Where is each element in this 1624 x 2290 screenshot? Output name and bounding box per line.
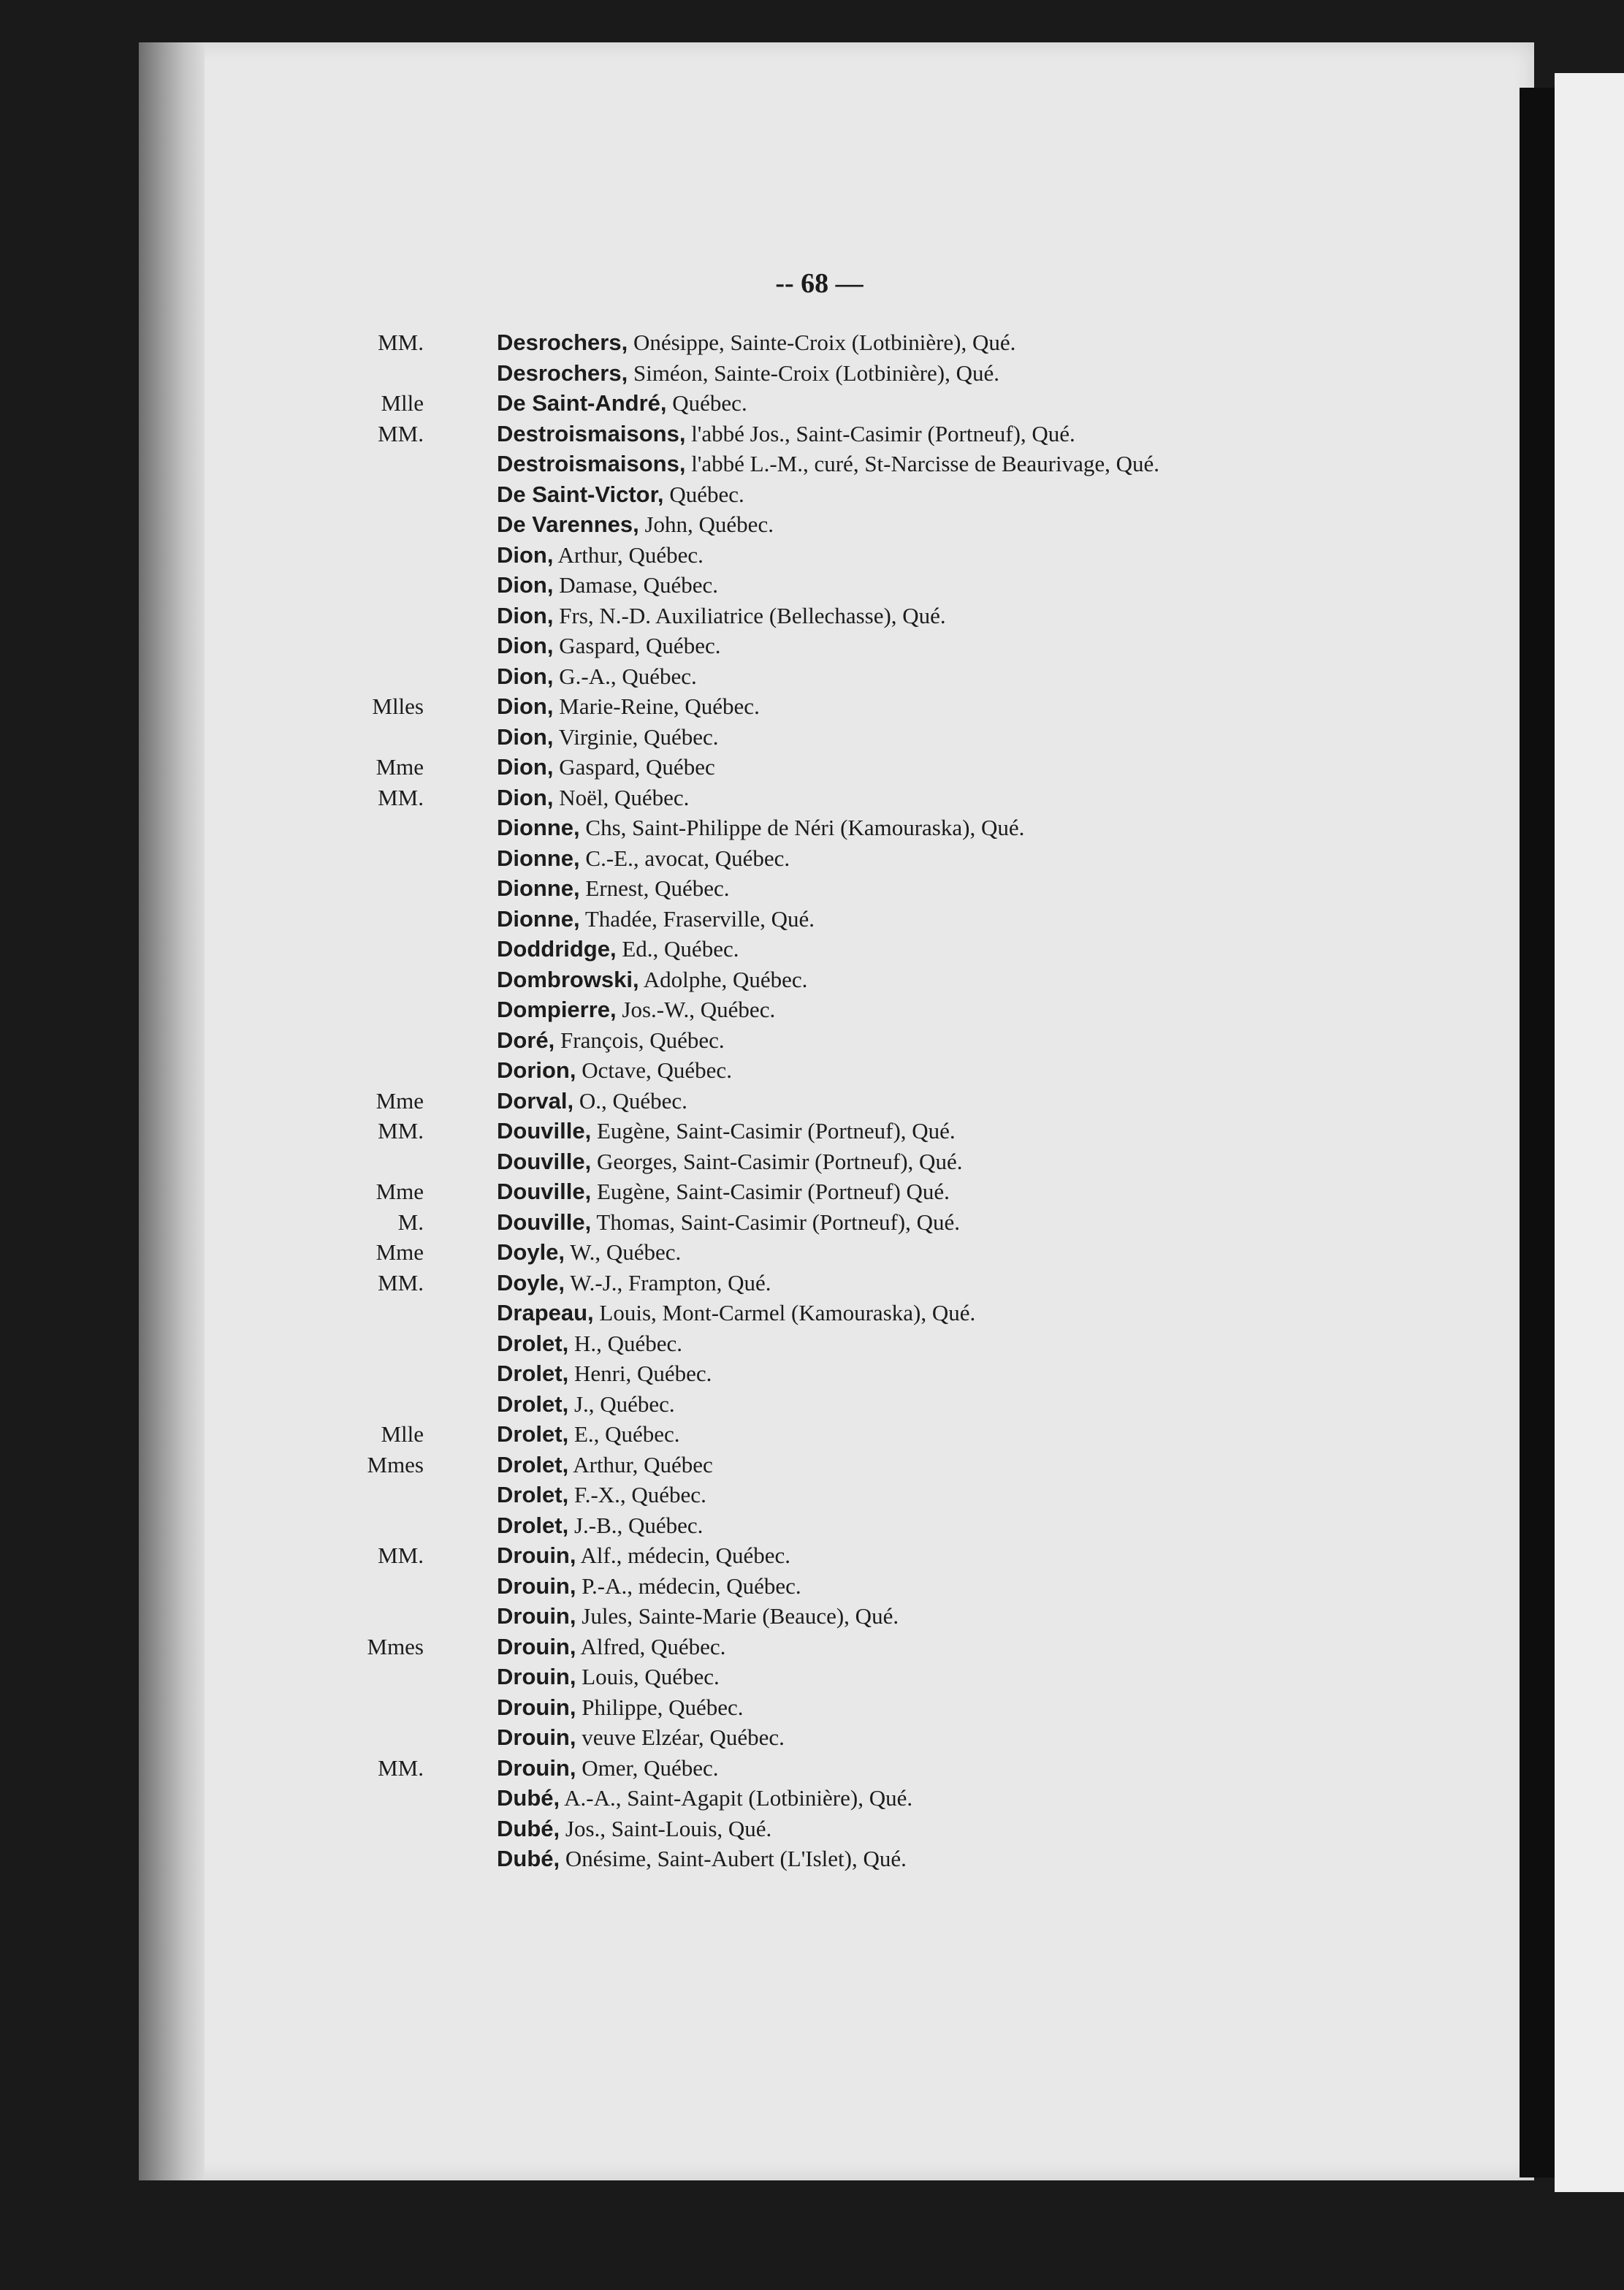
entry-text (497, 1298, 975, 1328)
directory-entry (394, 1207, 1534, 1238)
directory-entry (394, 965, 1534, 995)
directory-entry (394, 358, 1534, 389)
honorific-prefix: Mme (375, 1239, 424, 1265)
entry-surname: Dion, (497, 541, 554, 568)
directory-entry (394, 873, 1534, 904)
honorific-prefix: M. (397, 1209, 424, 1235)
entry-text (497, 1086, 687, 1117)
entry-surname: Dubé, (497, 1846, 560, 1871)
directory-entry (375, 1086, 1534, 1117)
entry-details: J.-B., Québec. (568, 1512, 704, 1538)
entry-surname: Drouin, (497, 1664, 576, 1689)
entry-details: Jules, Sainte-Marie (Beauce), Qué. (576, 1603, 899, 1629)
entry-text (497, 873, 730, 904)
entry-surname: Dionne, (497, 815, 580, 840)
directory-entry (378, 419, 1534, 449)
entry-details: Philippe, Québec. (576, 1694, 744, 1720)
directory-entry (394, 601, 1534, 631)
entry-surname: Doré, (497, 1027, 555, 1053)
directory-entry (381, 388, 1534, 419)
entry-surname: Dion, (497, 723, 554, 750)
honorific-prefix: Mlle (381, 1421, 424, 1447)
entry-surname: Dion, (497, 663, 554, 689)
entry-surname: Dion, (497, 754, 554, 780)
entry-surname: Douville, (497, 1179, 592, 1204)
directory-entry (394, 1358, 1534, 1389)
honorific-prefix: Mmes (367, 1451, 424, 1477)
entry-details: Onésippe, Sainte-Croix (Lotbinière), Qué. (628, 330, 1016, 355)
entry-details: l'abbé Jos., Saint-Casimir (Portneuf), Qué. (685, 420, 1075, 446)
honorific-prefix: Mlle (381, 390, 424, 416)
entry-details: H., Québec. (568, 1330, 682, 1356)
entry-surname: Douville, (497, 1209, 592, 1235)
entry-text (497, 449, 1159, 479)
entry-details: Adolphe, Québec. (638, 966, 808, 992)
entry-text (497, 691, 760, 722)
entry-details: Georges, Saint-Casimir (Portneuf), Qué. (591, 1148, 963, 1174)
entry-text (497, 1207, 960, 1238)
directory-entry (394, 1055, 1534, 1086)
directory-entry (394, 904, 1534, 935)
entry-text (497, 843, 790, 874)
next-page-edge (1555, 73, 1624, 2192)
entry-surname: Drapeau, (497, 1300, 594, 1325)
entry-text (497, 661, 697, 692)
entry-details: Gaspard, Québec. (553, 633, 721, 658)
entry-surname: Douville, (497, 1118, 592, 1144)
entry-details: Chs, Saint-Philippe de Néri (Kamouraska), Qué. (579, 815, 1025, 840)
directory-entry (378, 783, 1534, 813)
entry-text (497, 1480, 706, 1510)
directory-entry (394, 994, 1534, 1025)
page-number: -- 68 — (775, 268, 864, 299)
honorific-prefix: Mmes (367, 1633, 424, 1659)
directory-entry (394, 1692, 1534, 1723)
entry-surname: Dion, (497, 633, 554, 658)
directory-entry (394, 722, 1534, 753)
entry-text (497, 570, 718, 601)
honorific-prefix: Mlles (372, 693, 424, 719)
entry-text (497, 1540, 790, 1571)
directory-entry (378, 327, 1534, 358)
directory-entry (378, 1540, 1534, 1571)
entry-details: Jos.-W., Québec. (616, 997, 776, 1022)
entry-surname: Dompierre, (497, 997, 617, 1022)
directory-entry (394, 1480, 1534, 1510)
entry-surname: Dombrowski, (497, 966, 639, 992)
entry-surname: Drolet, (497, 1451, 569, 1477)
entry-text (497, 1722, 785, 1753)
entry-text (497, 1571, 801, 1602)
entry-text (497, 509, 774, 540)
entry-details: Eugène, Saint-Casimir (Portneuf), Qué. (591, 1118, 956, 1144)
entry-text (497, 1601, 899, 1632)
entry-details: Thadée, Fraserville, Qué. (579, 905, 815, 932)
entry-surname: Destroismaisons, (497, 420, 686, 446)
entry-surname: Dubé, (497, 1815, 560, 1841)
entry-text (497, 994, 775, 1025)
entry-surname: Dion, (497, 784, 554, 810)
honorific-prefix: MM. (378, 1118, 424, 1144)
entry-details: Alfred, Québec. (576, 1633, 726, 1659)
entry-text (497, 601, 946, 631)
entry-surname: Dionne, (497, 905, 580, 932)
entry-text (497, 1662, 720, 1692)
entry-surname: Drouin, (497, 1694, 576, 1720)
entry-text (497, 1116, 956, 1146)
entry-text (497, 904, 815, 935)
entry-details: Ed., Québec. (616, 936, 739, 962)
directory-entry (381, 1419, 1534, 1450)
entry-text (497, 1358, 712, 1389)
entry-details: Arthur, Québec. (553, 541, 704, 568)
directory-entry (394, 661, 1534, 692)
entry-details: F.-X., Québec. (568, 1482, 706, 1507)
entry-text (497, 479, 744, 510)
entry-details: Québec. (666, 390, 747, 416)
entry-details: veuve Elzéar, Québec. (576, 1724, 785, 1750)
directory-entry (375, 1176, 1534, 1207)
entry-text (497, 813, 1024, 843)
directory-entry (394, 1814, 1534, 1844)
entry-details: l'abbé L.-M., curé, St-Narcisse de Beaurivage, Qué. (685, 451, 1160, 476)
entry-text (497, 1844, 907, 1874)
entry-surname: Dubé, (497, 1785, 560, 1811)
directory-entry (372, 691, 1534, 722)
directory-entry (394, 813, 1534, 843)
entry-details: Arthur, Québec (568, 1451, 713, 1477)
entry-text (497, 327, 1015, 358)
entry-details: W., Québec. (565, 1239, 682, 1265)
entry-text (497, 1632, 725, 1662)
entry-details: Frs, N.-D. Auxiliatrice (Bellechasse), Qué. (553, 602, 946, 628)
entry-surname: De Saint-André, (497, 390, 667, 416)
entry-surname: Doyle, (497, 1269, 565, 1296)
entry-details: O., Québec. (573, 1087, 687, 1114)
entry-text (497, 1055, 732, 1086)
directory-entry (394, 1389, 1534, 1420)
directory-entry (394, 1662, 1534, 1692)
honorific-prefix: Mme (375, 1087, 424, 1114)
directory-entry (394, 1783, 1534, 1814)
honorific-prefix: MM. (378, 1754, 424, 1781)
directory-entry (394, 1025, 1534, 1056)
entry-surname: Dionne, (497, 875, 580, 901)
entry-details: Eugène, Saint-Casimir (Portneuf) Qué. (591, 1179, 950, 1204)
entry-details: Louis, Mont-Carmel (Kamouraska), Qué. (593, 1300, 976, 1325)
honorific-prefix: Mme (375, 754, 424, 780)
entry-surname: Dion, (497, 602, 554, 628)
entry-details: Virginie, Québec. (553, 723, 719, 750)
entry-text (497, 1237, 681, 1268)
directory-entry (394, 1328, 1534, 1359)
entry-details: Noël, Québec. (553, 784, 690, 810)
directory-list (367, 327, 1534, 1874)
entry-details: John, Québec. (638, 511, 774, 537)
entry-details: Onésime, Saint-Aubert (L'Islet), Qué. (560, 1846, 907, 1871)
entry-text (497, 1419, 680, 1450)
entry-details: A.-A., Saint-Agapit (Lotbinière), Qué. (560, 1785, 913, 1811)
entry-details: Siméon, Sainte-Croix (Lotbinière), Qué. (628, 360, 1000, 386)
directory-entry (394, 1298, 1534, 1328)
directory-entry (394, 1146, 1534, 1177)
honorific-prefix: MM. (378, 330, 424, 355)
entry-surname: Drouin, (497, 1572, 576, 1599)
entry-text (497, 631, 720, 661)
directory-entry (378, 1753, 1534, 1784)
entry-text (497, 934, 739, 965)
directory-entry (394, 540, 1534, 571)
directory-entry (394, 934, 1534, 965)
entry-text (497, 1753, 719, 1784)
directory-entry (375, 752, 1534, 783)
entry-surname: Drolet, (497, 1512, 569, 1538)
entry-surname: Drouin, (497, 1603, 576, 1629)
honorific-prefix: MM. (378, 784, 424, 810)
entry-details: W.-J., Frampton, Qué. (565, 1269, 771, 1296)
entry-surname: Drouin, (497, 1542, 576, 1568)
directory-entry (367, 1450, 1534, 1480)
entry-surname: Drouin, (497, 1633, 576, 1659)
entry-text (497, 1176, 950, 1207)
honorific-prefix: MM. (378, 1269, 424, 1296)
entry-details: C.-E., avocat, Québec. (579, 845, 790, 871)
entry-surname: Drolet, (497, 1330, 569, 1356)
entry-text (497, 1450, 713, 1480)
directory-entry (394, 479, 1534, 510)
entry-details: Louis, Québec. (576, 1664, 720, 1689)
entry-text (497, 1389, 675, 1420)
entry-details: Damase, Québec. (553, 572, 719, 598)
entry-text (497, 1510, 703, 1541)
directory-entry (394, 570, 1534, 601)
entry-text (497, 358, 999, 389)
entry-details: Alf., médecin, Québec. (576, 1542, 791, 1568)
honorific-prefix: Mme (375, 1179, 424, 1204)
entry-details: Québec. (663, 481, 744, 507)
entry-text (497, 752, 715, 783)
page-binding-shadow (139, 42, 205, 2180)
entry-details: Omer, Québec. (576, 1754, 719, 1781)
directory-entry (394, 631, 1534, 661)
entry-text (497, 388, 747, 419)
entry-details: Marie-Reine, Québec. (553, 693, 760, 719)
entry-surname: Dionne, (497, 845, 580, 871)
entry-text (497, 1814, 771, 1844)
entry-surname: Destroismaisons, (497, 451, 686, 476)
entry-text (497, 1328, 682, 1359)
entry-text (497, 1692, 744, 1723)
directory-entry (378, 1268, 1534, 1298)
entry-surname: Dorion, (497, 1057, 576, 1083)
entry-surname: Doddridge, (497, 936, 617, 962)
directory-entry (367, 1632, 1534, 1662)
directory-entry (394, 449, 1534, 479)
entry-text (497, 540, 704, 571)
honorific-prefix: MM. (378, 420, 424, 446)
entry-details: P.-A., médecin, Québec. (576, 1572, 801, 1599)
entry-surname: Drouin, (497, 1724, 576, 1750)
entry-surname: Drouin, (497, 1754, 576, 1781)
entry-text (497, 965, 807, 995)
entry-surname: Dion, (497, 572, 554, 598)
entry-details: Jos., Saint-Louis, Qué. (560, 1815, 772, 1841)
entry-surname: De Saint-Victor, (497, 481, 664, 507)
entry-details: Octave, Québec. (576, 1057, 732, 1083)
entry-surname: Drolet, (497, 1482, 569, 1507)
entry-details: Gaspard, Québec (553, 754, 715, 780)
entry-details: Thomas, Saint-Casimir (Portneuf), Qué. (591, 1209, 961, 1235)
entry-text (497, 1783, 912, 1814)
directory-entry (375, 1237, 1534, 1268)
entry-text (497, 1268, 771, 1298)
entry-surname: Dorval, (497, 1087, 574, 1114)
entry-surname: Desrochers, (497, 330, 628, 355)
entry-surname: Drolet, (497, 1361, 569, 1386)
directory-entry (378, 1116, 1534, 1146)
honorific-prefix: MM. (378, 1542, 424, 1568)
entry-details: Ernest, Québec. (579, 875, 730, 901)
entry-surname: De Varennes, (497, 511, 639, 537)
entry-text (497, 1025, 725, 1056)
directory-entry (394, 1722, 1534, 1753)
entry-surname: Dion, (497, 693, 554, 719)
entry-surname: Drolet, (497, 1391, 569, 1417)
directory-entry (394, 1844, 1534, 1874)
entry-details: J., Québec. (568, 1391, 675, 1417)
directory-entry (394, 1571, 1534, 1602)
entry-surname: Drolet, (497, 1421, 569, 1447)
entry-details: G.-A., Québec. (553, 663, 697, 689)
directory-entry (394, 1510, 1534, 1541)
directory-entry (394, 843, 1534, 874)
entry-surname: Desrochers, (497, 360, 628, 386)
entry-text (497, 419, 1075, 449)
entry-surname: Doyle, (497, 1239, 565, 1265)
entry-text (497, 783, 689, 813)
entry-text (497, 722, 719, 753)
entry-details: Henri, Québec. (568, 1361, 712, 1386)
entry-details: François, Québec. (554, 1027, 725, 1053)
entry-surname: Douville, (497, 1148, 592, 1174)
directory-entry (394, 1601, 1534, 1632)
directory-entry (394, 509, 1534, 540)
entry-details: E., Québec. (568, 1421, 680, 1447)
entry-text (497, 1146, 962, 1177)
